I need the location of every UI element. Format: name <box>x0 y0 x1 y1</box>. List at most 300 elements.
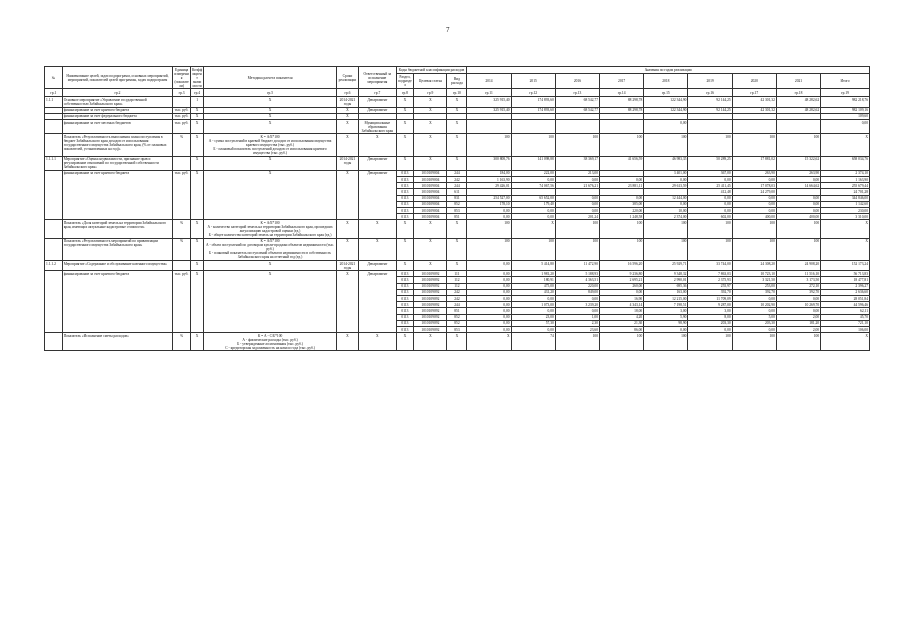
row-grbs: 0113 <box>396 295 414 301</box>
header-bk-sub: Целевая статья <box>414 73 447 89</box>
row-expense-type: 851 <box>447 308 467 314</box>
row-name: Мероприятие «Оценка недвижимости, признание прав и регулирование отношений по государственной собственности Забайкальского края» <box>62 156 173 170</box>
row-year-value: 0,00 <box>467 308 511 314</box>
row-grbs: 0113 <box>396 214 414 220</box>
page-number: 7 <box>446 26 450 34</box>
row-year-value: 163,00 <box>644 289 688 295</box>
row-year-value: 0,00 <box>776 195 820 201</box>
row-year-value: 16 596,20 <box>600 260 644 270</box>
row-expense-type: 112 <box>447 277 467 283</box>
row-grbs: 0113 <box>396 314 414 320</box>
column-number: гр.5 <box>204 89 337 97</box>
row-grbs: 0113 <box>396 189 414 195</box>
row-unit <box>173 156 191 170</box>
row-target-article: 1010109092 <box>414 283 447 289</box>
row-coef: X <box>190 107 203 113</box>
row-target-article: 1010109092 <box>414 308 447 314</box>
row-year-value: 0,00 <box>511 177 555 183</box>
row-year-value: 74 067,56 <box>511 183 555 189</box>
row-year-value: 100 <box>467 220 511 238</box>
row-year-value: 367,00 <box>688 170 732 176</box>
row-year-value: 0,00 <box>467 295 511 301</box>
row-year-value: 203,30 <box>688 320 732 326</box>
row-year-value: 0,00 <box>776 295 820 301</box>
row-year-value: 10,00 <box>644 208 688 214</box>
row-target-article: 1010109004 <box>414 214 447 220</box>
row-target-article: 1010109092 <box>414 295 447 301</box>
row-year-value: 5,90 <box>644 314 688 320</box>
row-year-value: 0,00 <box>732 208 776 214</box>
row-grbs: 0113 <box>396 183 414 189</box>
row-year-value: 0,00 <box>600 177 644 183</box>
row-grbs: 0113 <box>396 177 414 183</box>
row-year-value: 41 656,59 <box>600 156 644 170</box>
row-year-value: 0,00 <box>467 314 511 320</box>
row-expense-type: 852 <box>447 320 467 326</box>
row-year-value: 3,00 <box>688 308 732 314</box>
row-name: финансирование за счет краевого бюджета <box>62 170 173 220</box>
row-year-value: 11 709,09 <box>688 295 732 301</box>
row-target-article: 1010109092 <box>414 327 447 333</box>
row-year-value: 254 527,00 <box>467 195 511 201</box>
row-expense-type: 112 <box>447 283 467 289</box>
row-year-value: 0,00 <box>555 295 599 301</box>
row-expense-type: X <box>447 97 467 107</box>
row-year-value: 92 144,25 <box>688 107 732 113</box>
column-number: гр.8 <box>396 89 414 97</box>
row-target-article: 1010109092 <box>414 289 447 295</box>
row-number <box>45 134 63 156</box>
row-year-value: 100 <box>732 134 776 156</box>
row-target-article: 1010109092 <box>414 277 447 283</box>
row-year-value: 0,00 <box>467 208 511 214</box>
row-target-article: X <box>414 107 447 113</box>
row-year-value: 174 893,60 <box>511 107 555 113</box>
row-year-value <box>600 120 644 134</box>
header-year: 2018 <box>644 73 688 89</box>
row-total: X <box>821 333 870 351</box>
row-expense-type: 111 <box>447 271 467 277</box>
row-year-value: 4 363,51 <box>555 277 599 283</box>
row-grbs: X <box>396 97 414 107</box>
row-method: X <box>204 156 337 170</box>
row-grbs: 0113 <box>396 170 414 176</box>
row-year-value: 100 <box>644 134 688 156</box>
row-unit: тыс. руб. <box>173 113 191 119</box>
row-year-value: 3 401,00 <box>644 170 688 176</box>
row-year-value: 29 613,59 <box>644 183 688 189</box>
row-year-value: 7 863,03 <box>688 271 732 277</box>
row-year-value: 222,00 <box>511 170 555 176</box>
row-grbs: 0113 <box>396 283 414 289</box>
row-total: 45,70 <box>821 314 870 320</box>
row-year-value: 11 472,90 <box>555 260 599 270</box>
row-target-article: X <box>414 97 447 107</box>
row-year-value: 9 287,00 <box>688 302 732 308</box>
row-method: К = А/Б*100 А - объем поступлений по договорам купли-продажи объектов недвижимости (тыс. руб.) Б - плановый показатель поступлений объектов недвижимости в собственность Забайкальского края на отчетный год (ед.) <box>204 238 337 260</box>
row-responsible: Департамент <box>359 107 397 113</box>
row-name: Показатель «Результативность мероприятий по приватизации государственного имущества Забайкальского края» <box>62 238 173 260</box>
row-year-value: 17 881,02 <box>732 156 776 170</box>
row-total: 658 034,76 <box>821 156 870 170</box>
row-expense-type: X <box>447 333 467 351</box>
row-year-value: 0,00 <box>688 327 732 333</box>
row-year-value <box>732 120 776 134</box>
row-year-value: 0,00 <box>732 327 776 333</box>
row-target-article: 1010109004 <box>414 195 447 201</box>
row-year-value: 42 301,32 <box>732 97 776 107</box>
row-target-article: X <box>414 260 447 270</box>
row-number: 1.1.1.2 <box>45 260 63 270</box>
row-year-value: 0,00 <box>732 295 776 301</box>
row-year-value: 2 990,01 <box>644 277 688 283</box>
column-number: гр.17 <box>732 89 776 97</box>
row-year-value: 100 <box>600 134 644 156</box>
row-year-value: 100 <box>732 333 776 351</box>
header-year: 2014 <box>467 73 511 89</box>
column-number: гр.13 <box>555 89 599 97</box>
row-year-value: 141 098,88 <box>511 156 555 170</box>
row-total: X <box>821 220 870 238</box>
header-total: Итого <box>821 73 870 89</box>
row-terms: X <box>336 271 358 333</box>
row-year-value: 2,00 <box>776 314 820 320</box>
row-year-value: 0,00 <box>467 302 511 308</box>
row-year-value: 10 202,90 <box>732 302 776 308</box>
row-year-value: 0,00 <box>467 271 511 277</box>
row-name: Показатель «Доля категорий земель на территории Забайкальского края, имеющих актуальные кадастровые стоимости» <box>62 220 173 238</box>
row-total: 3 310,00 <box>821 214 870 220</box>
row-year-value: 178,10 <box>467 201 511 207</box>
row-year-value: 213,00 <box>555 170 599 176</box>
row-year-value: 0,00 <box>644 201 688 207</box>
row-responsible: Департамент <box>359 156 397 170</box>
table-row <box>45 333 870 351</box>
row-year-value: 29 426,01 <box>467 183 511 189</box>
row-terms: 2014-2021 годы <box>336 97 358 107</box>
row-expense-type: X <box>447 156 467 170</box>
row-year-value: 272,10 <box>776 283 820 289</box>
column-number: гр.18 <box>776 89 820 97</box>
header-name: Наименование целей, задач подпрограмм, основных мероприятий, мероприятий, показателей целей программы, задач подпрограмм <box>62 67 173 89</box>
row-grbs: 0113 <box>396 302 414 308</box>
row-year-value: 24 279,00 <box>732 189 776 195</box>
row-year-value: 9 348,32 <box>644 271 688 277</box>
row-year-value: 263,90 <box>776 170 820 176</box>
row-year-value: 1 248,58 <box>600 214 644 220</box>
row-total: 255 679,44 <box>821 183 870 189</box>
row-year-value: 0,00 <box>776 177 820 183</box>
row-year-value: 1 163,90 <box>467 177 511 183</box>
row-terms: X <box>336 107 358 113</box>
row-year-value: 42 301,32 <box>732 107 776 113</box>
row-unit: % <box>173 134 191 156</box>
row-year-value: 100 <box>511 238 555 260</box>
row-year-value: 14 664,62 <box>776 183 820 189</box>
row-year-value: 100 <box>467 238 511 260</box>
row-year-value: 400,00 <box>776 214 820 220</box>
row-year-value: 21 676,21 <box>555 183 599 189</box>
program-table <box>44 66 870 351</box>
row-year-value: 0,00 <box>555 201 599 207</box>
row-grbs: 0113 <box>396 208 414 214</box>
row-year-value: 100 <box>776 134 820 156</box>
row-grbs: X <box>396 134 414 156</box>
row-grbs: 0113 <box>396 289 414 295</box>
row-grbs: X <box>396 156 414 170</box>
row-method: X <box>204 107 337 113</box>
row-name: Показатель «Результативность выполнения плана поступления в бюджет Забайкальского края доходов от использования государственного имущества Забайкальского края, (% от плановых показателей, установленных на год)» <box>62 134 173 156</box>
row-grbs: X <box>396 238 414 260</box>
row-year-value: 392,70 <box>732 289 776 295</box>
row-target-article: X <box>414 238 447 260</box>
row-number: 1.1.1.1 <box>45 156 63 170</box>
row-expense-type: 853 <box>447 327 467 333</box>
table-row <box>45 120 870 134</box>
row-year-value: 2 375,93 <box>688 277 732 283</box>
row-expense-type: X <box>447 238 467 260</box>
row-method: X <box>204 271 337 333</box>
row-year-value: 0,00 <box>644 327 688 333</box>
row-name: финансирование за счет федерального бюджета <box>62 113 173 119</box>
row-responsible: X <box>359 134 397 156</box>
row-year-value: 18,00 <box>600 308 644 314</box>
row-method: К = А - С/Б*100 А - фактические расходы (тыс. руб.) Б - утвержденные ассигнования (тыс. руб.) С - кредиторская задолженность на начало года (тыс. руб.) <box>204 333 337 351</box>
row-year-value: 57,30 <box>511 320 555 326</box>
row-year-value: 0,00 <box>732 201 776 207</box>
row-year-value <box>511 120 555 134</box>
row-year-value: 203,30 <box>732 320 776 326</box>
row-unit: % <box>173 220 191 238</box>
row-year-value: 174 893,60 <box>511 97 555 107</box>
row-year-value: 100 <box>600 238 644 260</box>
row-coef: X <box>190 120 203 134</box>
column-number: гр.10 <box>447 89 467 97</box>
row-target-article: 1010109004 <box>414 183 447 189</box>
row-year-value: 0,00 <box>467 327 511 333</box>
row-year-value: 33 744,00 <box>688 260 732 270</box>
row-expense-type: X <box>447 220 467 238</box>
row-year-value: 0,00 <box>467 283 511 289</box>
row-year-value: 0,00 <box>511 208 555 214</box>
row-year-value: 122 344,90 <box>644 107 688 113</box>
row-total: 106,00 <box>821 327 870 333</box>
row-coef: X <box>190 170 203 220</box>
row-number <box>45 220 63 238</box>
row-year-value: 100 <box>732 238 776 260</box>
row-expense-type: 244 <box>447 183 467 189</box>
row-year-value: 92 144,25 <box>688 97 732 107</box>
row-year-value: 25 929,71 <box>644 260 688 270</box>
row-year-value: 1 981,20 <box>511 271 555 277</box>
row-year-value: 181,20 <box>776 320 820 326</box>
row-target-article: 1010109092 <box>414 271 447 277</box>
row-terms: X <box>336 220 358 238</box>
row-terms: X <box>336 134 358 156</box>
row-name: финансирование за счет местных бюджетов <box>62 120 173 134</box>
row-total: 1 142,60 <box>821 201 870 207</box>
row-year-value: 392,70 <box>688 289 732 295</box>
row-year-value: 475,00 <box>511 283 555 289</box>
column-number: гр.11 <box>467 89 511 97</box>
row-total: 2 396,27 <box>821 283 870 289</box>
row-year-value: 100 <box>776 333 820 351</box>
row-year-value: 3 173,50 <box>776 277 820 283</box>
row-year-value: 0,00 <box>511 295 555 301</box>
row-year-value: 0,00 <box>555 195 599 201</box>
row-year-value: 0,00 <box>511 308 555 314</box>
column-number: гр.12 <box>511 89 555 97</box>
row-year-value: 100 <box>732 220 776 238</box>
column-numbers-row <box>45 89 870 97</box>
row-responsible: Департамент <box>359 271 397 333</box>
row-method: К = А/Б*100 А - количество категорий земель на территории Забайкальского края, прошедших актуализацию кадастровой оценки (ед.) Б - общее количество категорий земель на территории Забайкальского края (ед.) <box>204 220 337 238</box>
row-total: 1 163,90 <box>821 177 870 183</box>
row-year-value: 48 282,62 <box>776 107 820 113</box>
column-number: гр.7 <box>359 89 397 97</box>
row-total: X <box>821 134 870 156</box>
row-name: финансирование за счет краевого бюджета <box>62 107 173 113</box>
row-responsible: X <box>359 238 397 260</box>
row-grbs: 0113 <box>396 271 414 277</box>
row-year-value: 100 <box>600 333 644 351</box>
row-target-article: X <box>414 156 447 170</box>
row-year-value: 16,90 <box>600 295 644 301</box>
row-unit: тыс. руб. <box>173 120 191 134</box>
row-expense-type: 831 <box>447 195 467 201</box>
row-total: 24 701,28 <box>821 189 870 195</box>
header-num: № <box>45 67 63 89</box>
row-year-value: X <box>511 220 555 238</box>
row-year-value: 0,00 <box>511 214 555 220</box>
row-year-value: 849,00 <box>555 289 599 295</box>
row-total: 2 636,60 <box>821 289 870 295</box>
row-year-value: 201,24 <box>555 214 599 220</box>
row-year-value: 179,40 <box>511 201 555 207</box>
row-year-value: 23 881,11 <box>600 183 644 189</box>
row-year-value: 220,00 <box>555 283 599 289</box>
row-year-value: 15 322,62 <box>776 156 820 170</box>
row-year-value: 0,00 <box>467 260 511 270</box>
header-bk-sub: Раздел, подраздел <box>396 73 414 89</box>
row-year-value: 10 269,70 <box>776 302 820 308</box>
row-year-value: 255,97 <box>688 283 732 289</box>
row-expense-type: 242 <box>447 295 467 301</box>
row-year-value: 263,90 <box>732 170 776 176</box>
table-row <box>45 156 870 170</box>
row-terms: X <box>336 333 358 351</box>
row-year-value: 0,00 <box>467 214 511 220</box>
header-row <box>45 67 870 74</box>
header-year: 2017 <box>600 73 644 89</box>
row-year-value <box>467 120 511 134</box>
row-year-value: 0,00 <box>732 177 776 183</box>
row-year-value: 8,00 <box>688 314 732 320</box>
row-year-value: 0,00 <box>555 208 599 214</box>
row-target-article: 1010109004 <box>414 201 447 207</box>
row-year-value: 695,36 <box>644 283 688 289</box>
row-total: 982 218,76 <box>821 97 870 107</box>
row-responsible: Департамент <box>359 170 397 220</box>
row-year-value: 68 542,77 <box>555 97 599 107</box>
row-year-value: 253,00 <box>732 283 776 289</box>
row-year-value: 5,00 <box>732 314 776 320</box>
row-year-value: 5 188,93 <box>555 271 599 277</box>
row-year-value: 2 374,00 <box>644 214 688 220</box>
row-year-value: 100 <box>511 134 555 156</box>
row-year-value: 300 808,76 <box>467 156 511 170</box>
row-grbs: X <box>396 220 414 238</box>
row-grbs: 0113 <box>396 277 414 283</box>
row-year-value: 25 411,45 <box>688 183 732 189</box>
row-year-value: 0,00 <box>600 195 644 201</box>
row-year-value: 0,00 <box>644 120 688 134</box>
row-year-value: 0,00 <box>467 289 511 295</box>
row-year-value: 48 282,62 <box>776 97 820 107</box>
row-method: X <box>204 97 337 107</box>
row-year-value: 0,00 <box>511 327 555 333</box>
row-grbs: X <box>396 333 414 351</box>
row-responsible: Муниципальные образования Забайкальского края <box>359 120 397 134</box>
table-row <box>45 220 870 238</box>
row-total: 56 713,83 <box>821 271 870 277</box>
row-year-value: 3 239,20 <box>555 302 599 308</box>
column-number: гр.19 <box>821 89 870 97</box>
row-year-value: 100 <box>644 238 688 260</box>
row-year-value: 0,00 <box>555 308 599 314</box>
row-target-article: X <box>414 134 447 156</box>
row-year-value: 260,00 <box>600 283 644 289</box>
row-year-value: 400,00 <box>732 214 776 220</box>
row-expense-type: 244 <box>447 302 467 308</box>
table-row <box>45 260 870 270</box>
row-year-value: 0,00 <box>644 177 688 183</box>
header-bk-sub: Вид расхода <box>447 73 467 89</box>
row-year-value: 23,60 <box>555 327 599 333</box>
header-years-title: Значения по годам реализации <box>467 67 870 74</box>
row-year-value: 2 695,21 <box>600 277 644 283</box>
row-expense-type: 242 <box>447 177 467 183</box>
row-year-value: 2,30 <box>555 320 599 326</box>
row-coef: X <box>190 333 203 351</box>
row-unit <box>173 97 191 107</box>
row-expense-type: 853 <box>447 208 467 214</box>
row-expense-type: X <box>447 107 467 113</box>
row-target-article: 1010109092 <box>414 320 447 326</box>
row-year-value: 0,00 <box>688 177 732 183</box>
header-method: Методика расчета показателя <box>204 67 337 89</box>
row-year-value: 38 369,17 <box>555 156 599 170</box>
row-coef: X <box>190 134 203 156</box>
row-year-value: 100 <box>776 238 820 260</box>
row-name: финансирование за счет краевого бюджета <box>62 271 173 333</box>
row-year-value: 184,00 <box>467 170 511 176</box>
row-year-value: 100 <box>600 220 644 238</box>
header-unit: Единица измерения (показатели) <box>174 67 189 88</box>
row-year-value: 3 321,50 <box>732 277 776 283</box>
row-total: 62,11 <box>821 308 870 314</box>
row-year-value: 325 915,40 <box>467 107 511 113</box>
row-grbs: X <box>396 120 414 134</box>
row-expense-type: 851 <box>447 214 467 220</box>
row-number <box>45 271 63 333</box>
row-year-value: 46 983,35 <box>644 156 688 170</box>
row-name: Мероприятие «Содержание и обслуживание казенного имущества» <box>62 260 173 270</box>
row-year-value: 0,00 <box>600 289 644 295</box>
header-coef: Коэффициент значимости <box>191 67 203 88</box>
row-year-value: 412,48 <box>688 189 732 195</box>
row-method: X <box>204 120 337 134</box>
